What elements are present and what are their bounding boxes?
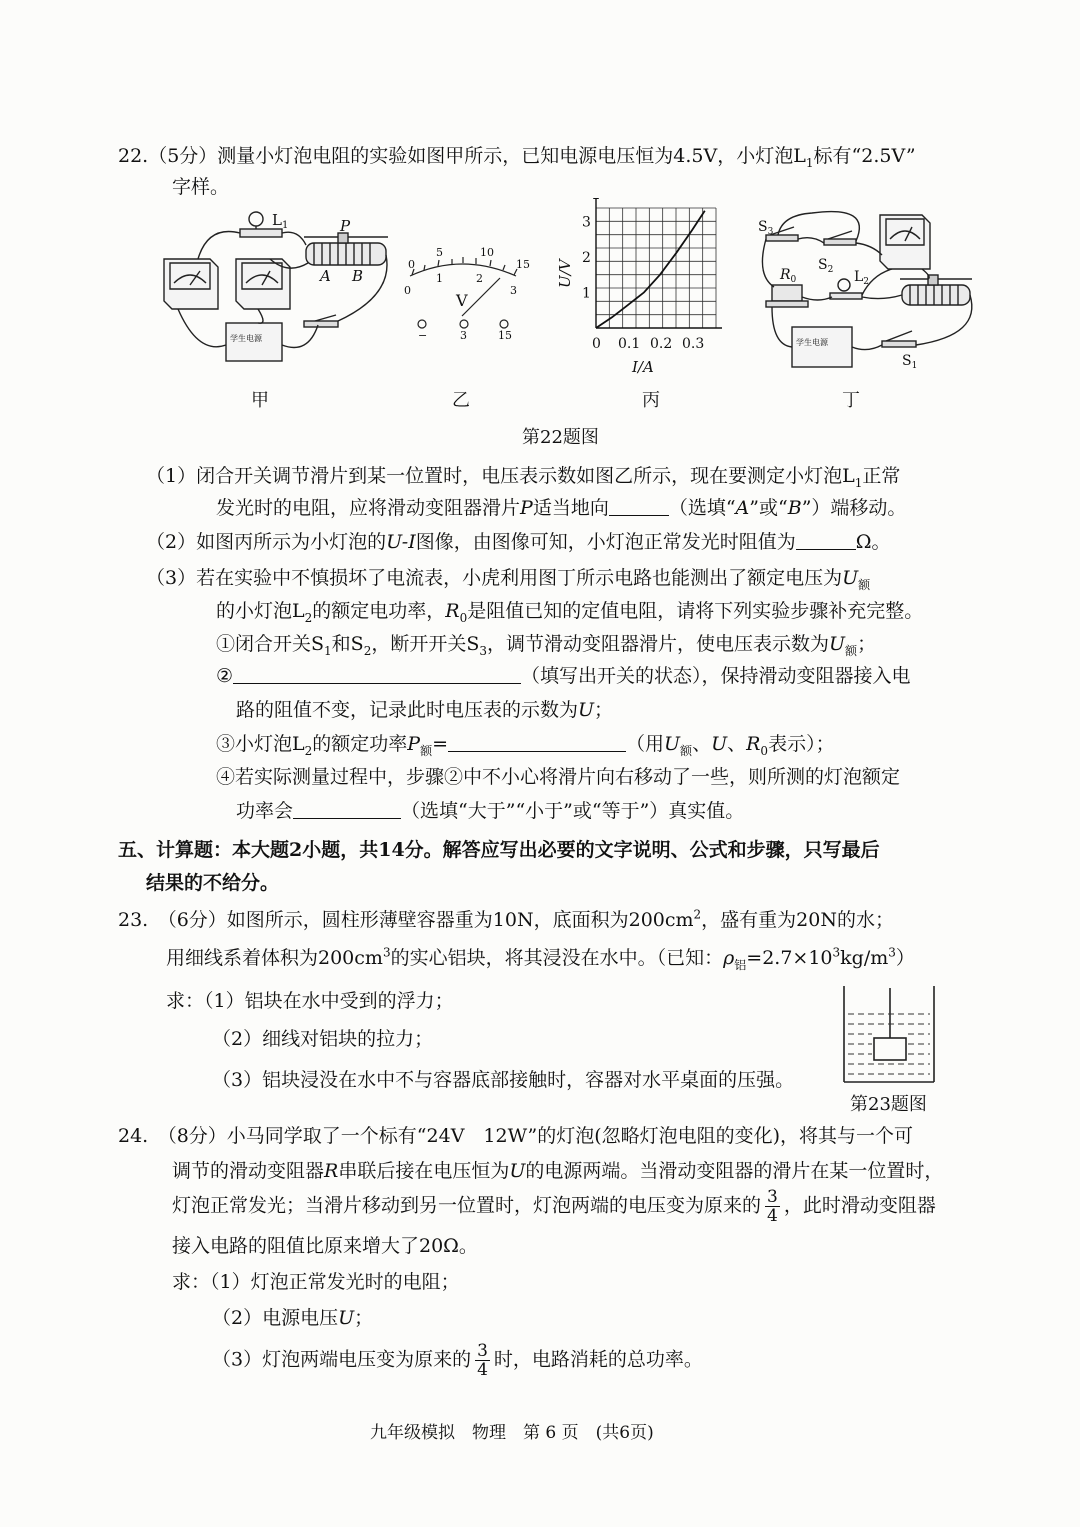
label-S3: $S_3$ — [758, 219, 774, 237]
dial-tick-0-outer: 0 — [408, 258, 415, 271]
x-tick-label: 0 — [592, 336, 601, 352]
chart-grid — [596, 208, 716, 328]
chart-xlabel: I/A — [632, 358, 654, 376]
q22-stem-line1: 22.（5分）测量小灯泡电阻的实验如图甲所示，已知电源电压恒为4.5V，小灯泡$L_1$标有“2.5V” — [118, 145, 916, 170]
q22-part3-line1: （3）若在实验中不慎损坏了电流表，小虎利用图丁所示电路也能测出了额定电压为$U_额$ — [146, 567, 871, 592]
fig-label-jia: 甲 — [251, 390, 269, 411]
x-tick-label: 0.2 — [650, 336, 673, 352]
section5-heading-line2: 结果的不给分。 — [146, 872, 280, 894]
label-A: A — [320, 267, 331, 285]
series-line-ui — [596, 211, 705, 328]
dial-unit: V — [456, 291, 468, 310]
power-supply-label-ding: 学生电源 — [796, 338, 828, 347]
fig22-caption: 第22题图 — [522, 427, 599, 448]
q22-step4-line1: ④若实际测量过程中，步骤②中不小心将滑片向右移动了一些，则所测的灯泡额定 — [216, 766, 901, 788]
q24-line4: 接入电路的阻值比原来增大了20Ω。 — [172, 1235, 478, 1257]
q23-ask2: （2）细线对铝块的拉力； — [212, 1028, 434, 1050]
q23-line2: 用细线系着体积为$200cm^3$的实心铝块，将其浸没在水中。（已知：$\rho_铝=2.7\times 10^3kg/m^3$） — [166, 945, 915, 972]
fraction-3-4-ask: $\frac{3}{4}$ — [477, 1341, 488, 1380]
label-P: P — [340, 217, 351, 235]
fig-label-ding: 丁 — [842, 390, 860, 411]
dial-tick-2: 2 — [476, 272, 483, 285]
chart-ylabel: U/V — [556, 259, 574, 288]
q22-step3: ③小灯泡$L_2$的额定功率$P_额=$ （用$U_额$、U、$R_0$表示）； — [216, 733, 835, 758]
fraction-3-4: $\frac{3}{4}$ — [767, 1187, 778, 1226]
label-S2: $S_2$ — [818, 257, 834, 275]
dial-tick-1: 1 — [436, 272, 443, 285]
label-B: B — [352, 267, 364, 285]
q23-line1: 23. （6分）如图所示，圆柱形薄壁容器重为10N，底面积为$200cm^2$，盛有重为20N的水； — [118, 907, 894, 931]
chart-series — [596, 211, 705, 328]
q22-stem-line2: 字样。 — [172, 176, 230, 198]
x-tick-label: 0.1 — [618, 336, 641, 352]
answer-blank-5[interactable] — [293, 800, 401, 819]
figure-23-container — [836, 982, 940, 1086]
q24-line3: 灯泡正常发光；当滑片移动到另一位置时，灯泡两端的电压变为原来的 $\frac{3}{4}$ ，此时滑动变阻器 — [172, 1187, 936, 1226]
dial-tick-0: 0 — [404, 284, 411, 297]
q22-part3-line2: 的小灯泡$L_2$的额定电功率，$R_0$是阻值已知的定值电阻，请将下列实验步骤补充完整。 — [216, 600, 924, 625]
q24-line2: 调节的滑动变阻器R串联后接在电压恒为U的电源两端。当滑动变阻器的滑片在某一位置时， — [172, 1160, 944, 1182]
terminal-15: 15 — [498, 329, 512, 342]
fig-label-bing: 丙 — [642, 390, 660, 411]
q22-part1-line2: 发光时的电阻，应将滑动变阻器滑片P适当地向 （选填“A”或“B”）端移动。 — [216, 497, 907, 519]
fig-label-yi: 乙 — [452, 390, 470, 411]
x-tick-label: 0.3 — [682, 336, 705, 352]
q24-ask3: （3）灯泡两端电压变为原来的 $\frac{3}{4}$ 时，电路消耗的总功率。 — [212, 1341, 703, 1380]
q22-step2-line1: ② （填写出开关的状态），保持滑动变阻器接入电 — [216, 665, 911, 687]
label-L2: $L_2$ — [854, 269, 870, 287]
figure-yi-voltmeter — [400, 238, 540, 342]
section5-heading-line1: 五、计算题：本大题2小题，共14分。解答应写出必要的文字说明、公式和步骤，只写最后 — [118, 839, 880, 861]
answer-blank-1[interactable] — [609, 497, 669, 516]
figure-ding-circuit — [752, 205, 982, 375]
figure-bing-ui-chart — [552, 198, 722, 378]
q22-part2: （2）如图丙所示为小灯泡的U-I图像，由图像可知，小灯泡正常发光时阻值为 Ω。 — [146, 531, 891, 553]
dial-tick-3: 3 — [510, 284, 517, 297]
q24-ask2: （2）电源电压U； — [212, 1307, 374, 1329]
q22-step2-line2: 路的阻值不变，记录此时电压表的示数为U； — [236, 699, 614, 721]
dial-tick-5: 5 — [436, 246, 443, 259]
terminal-minus: − — [418, 329, 428, 342]
y-tick-label: 1 — [582, 285, 591, 302]
answer-blank-4[interactable] — [448, 733, 626, 752]
q23-ask1: 求：（1）铝块在水中受到的浮力； — [166, 990, 454, 1012]
label-L1: $L_1$ — [272, 211, 289, 231]
q24-ask1: 求：（1）灯泡正常发光时的电阻； — [172, 1271, 460, 1293]
y-tick-label: 2 — [582, 249, 591, 266]
answer-blank-3[interactable] — [233, 665, 521, 684]
label-S1: $S_1$ — [902, 353, 918, 371]
q22-part1-line1: （1）闭合开关调节滑片到某一位置时，电压表示数如图乙所示，现在要测定小灯泡$L_1$正常 — [146, 465, 901, 490]
figure-jia-circuit — [158, 205, 398, 375]
page-footer: 九年级模拟 物理 第 6 页 (共6页) — [370, 1423, 654, 1443]
answer-blank-2[interactable] — [796, 531, 856, 550]
q24-line1: 24. （8分）小马同学取了一个标有“24V 12W”的灯泡(忽略灯泡电阻的变化)，将其与一个可 — [118, 1125, 914, 1147]
q23-ask3: （3）铝块浸没在水中不与容器底部接触时，容器对水平桌面的压强。 — [212, 1069, 795, 1091]
dial-tick-10: 10 — [480, 246, 494, 259]
fig23-caption: 第23题图 — [850, 1094, 927, 1115]
q22-step4-line2: 功率会 （选填“大于”“小于”或“等于”）真实值。 — [236, 800, 745, 822]
y-tick-label: 3 — [582, 214, 591, 231]
label-R0: $R_0$ — [780, 267, 797, 285]
power-supply-label: 学生电源 — [230, 334, 262, 343]
y-axis-arrow — [593, 198, 599, 199]
terminal-3: 3 — [460, 329, 467, 342]
dial-tick-15: 15 — [516, 258, 530, 271]
q22-step1: ①闭合开关$S_1$和$S_2$，断开开关$S_3$，调节滑动变阻器滑片，使电压表示数为$U_额$； — [216, 633, 877, 658]
